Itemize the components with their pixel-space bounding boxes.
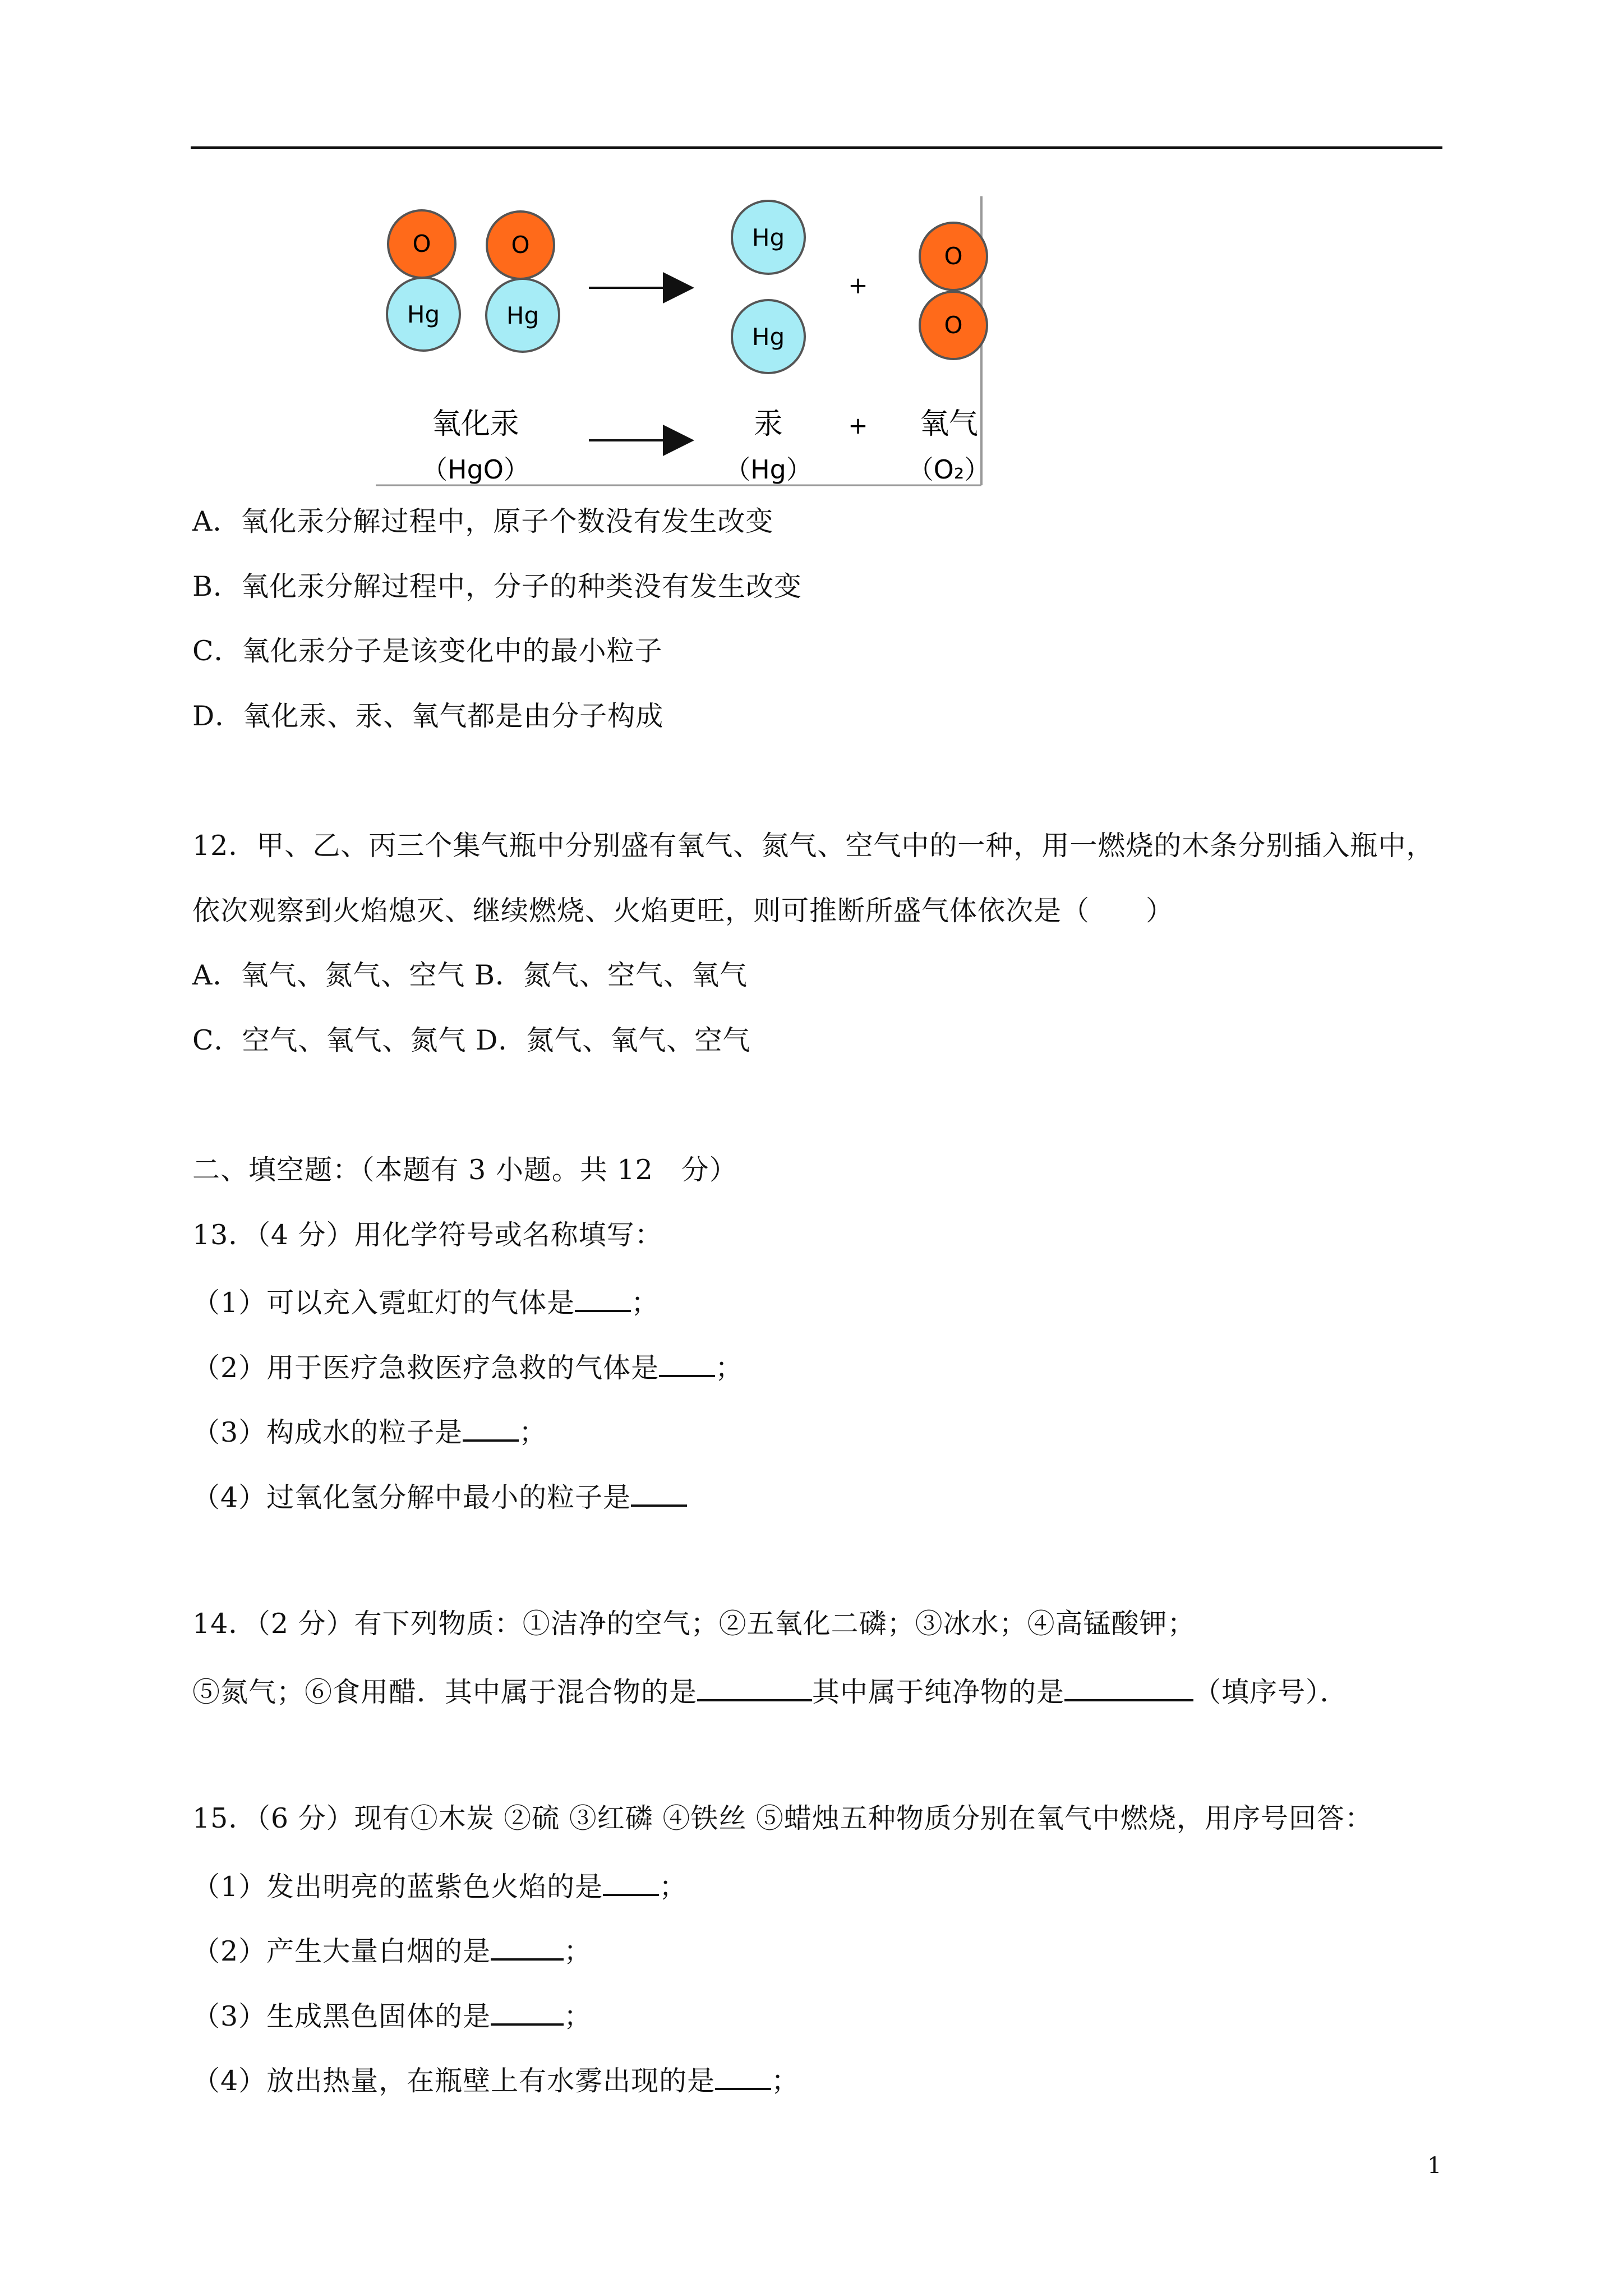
- q15-item-3: （3）生成黑色固体的是 ；: [192, 1996, 592, 2033]
- q13-item-2: （2）用于医疗急救医疗急救的气体是 ；: [192, 1348, 743, 1385]
- answer-blank[interactable]: [631, 1478, 687, 1507]
- answer-blank[interactable]: [715, 2061, 771, 2090]
- q11-option-d: D．氧化汞、汞、氧气都是由分子构成: [192, 700, 664, 732]
- o2-molecule: [920, 223, 987, 359]
- product1-formula: （Hg）: [725, 454, 812, 485]
- product2-name: 氧气: [919, 407, 979, 441]
- q15-item-1: （1）发出明亮的蓝紫色火焰的是 ；: [192, 1867, 687, 1904]
- q13-item-1: （1）可以充入霓虹灯的气体是 ；: [192, 1283, 659, 1320]
- header-rule: [191, 146, 1442, 149]
- atom-label: Hg: [506, 302, 540, 329]
- plus-sign: +: [848, 272, 868, 299]
- answer-blank[interactable]: [491, 1996, 564, 2026]
- answer-blank[interactable]: [491, 1931, 564, 1961]
- plus-sign: +: [848, 412, 868, 439]
- q12-stem-line2: 依次观察到火焰熄灭、继续燃烧、火焰更旺，则可推断所盛气体依次是（ ）: [192, 895, 1174, 927]
- page-number: 1: [1427, 2153, 1442, 2179]
- reactant-formula: （HgO）: [422, 454, 529, 485]
- q13-item-3: （3）构成水的粒子是 ；: [192, 1412, 547, 1450]
- reactant-name: 氧化汞: [431, 407, 520, 441]
- answer-blank[interactable]: [575, 1283, 631, 1312]
- atom-label: Hg: [751, 224, 785, 251]
- q12-stem-line1: 12．甲、乙、丙三个集气瓶中分别盛有氧气、氮气、空气中的一种，用一燃烧的木条分别插入瓶中，: [192, 830, 1435, 862]
- q14-line2: ⑤氮气；⑥食用醋．其中属于混合物的是 其中属于纯净物的是 （填序号）．: [192, 1672, 1348, 1709]
- q12-options-cd: C．空气、氧气、氮气 D．氮气、氧气、空气: [192, 1024, 751, 1056]
- q12-options-ab: A．氧气、氮气、空气 B．氮气、空气、氧气: [192, 959, 748, 991]
- q11-option-c: C．氧化汞分子是该变化中的最小粒子: [192, 635, 663, 667]
- atom-label: Hg: [751, 323, 785, 351]
- atom-label: O: [412, 230, 431, 257]
- q15-item-4: （4）放出热量，在瓶壁上有水雾出现的是 ；: [192, 2061, 799, 2098]
- hgo-molecule-2: [486, 211, 559, 352]
- q13-title: 13．（4 分）用化学符号或名称填写：: [192, 1219, 663, 1251]
- answer-blank[interactable]: [697, 1672, 812, 1701]
- answer-blank[interactable]: [659, 1348, 715, 1377]
- q11-option-a: A．氧化汞分解过程中，原子个数没有发生改变: [192, 505, 774, 537]
- atom-label: O: [944, 242, 963, 270]
- answer-blank[interactable]: [1064, 1672, 1193, 1701]
- reaction-diagram: [376, 194, 998, 491]
- q15-title: 15．（6 分）现有①木炭 ②硫 ③红磷 ④铁丝 ⑤蜡烛五种物质分别在氧气中燃烧，用序号回答：: [192, 1802, 1373, 1834]
- product1-name: 汞: [753, 407, 783, 441]
- product2-formula: （O₂）: [907, 454, 990, 485]
- answer-blank[interactable]: [463, 1412, 519, 1442]
- atom-label: O: [511, 231, 530, 259]
- answer-blank[interactable]: [603, 1867, 659, 1896]
- atom-label: Hg: [407, 301, 440, 328]
- q15-item-2: （2）产生大量白烟的是 ；: [192, 1931, 592, 1968]
- q13-item-4: （4）过氧化氢分解中最小的粒子是: [192, 1478, 687, 1515]
- hgo-molecule-1: [387, 210, 460, 351]
- section-heading: 二、填空题：（本题有 3 小题。共 12 分）: [192, 1154, 737, 1186]
- q11-option-b: B．氧化汞分解过程中，分子的种类没有发生改变: [192, 570, 803, 602]
- q14-line1: 14．（2 分）有下列物质：①洁净的空气；②五氧化二磷；③冰水；④高锰酸钾；: [192, 1608, 1196, 1640]
- atom-label: O: [944, 311, 963, 339]
